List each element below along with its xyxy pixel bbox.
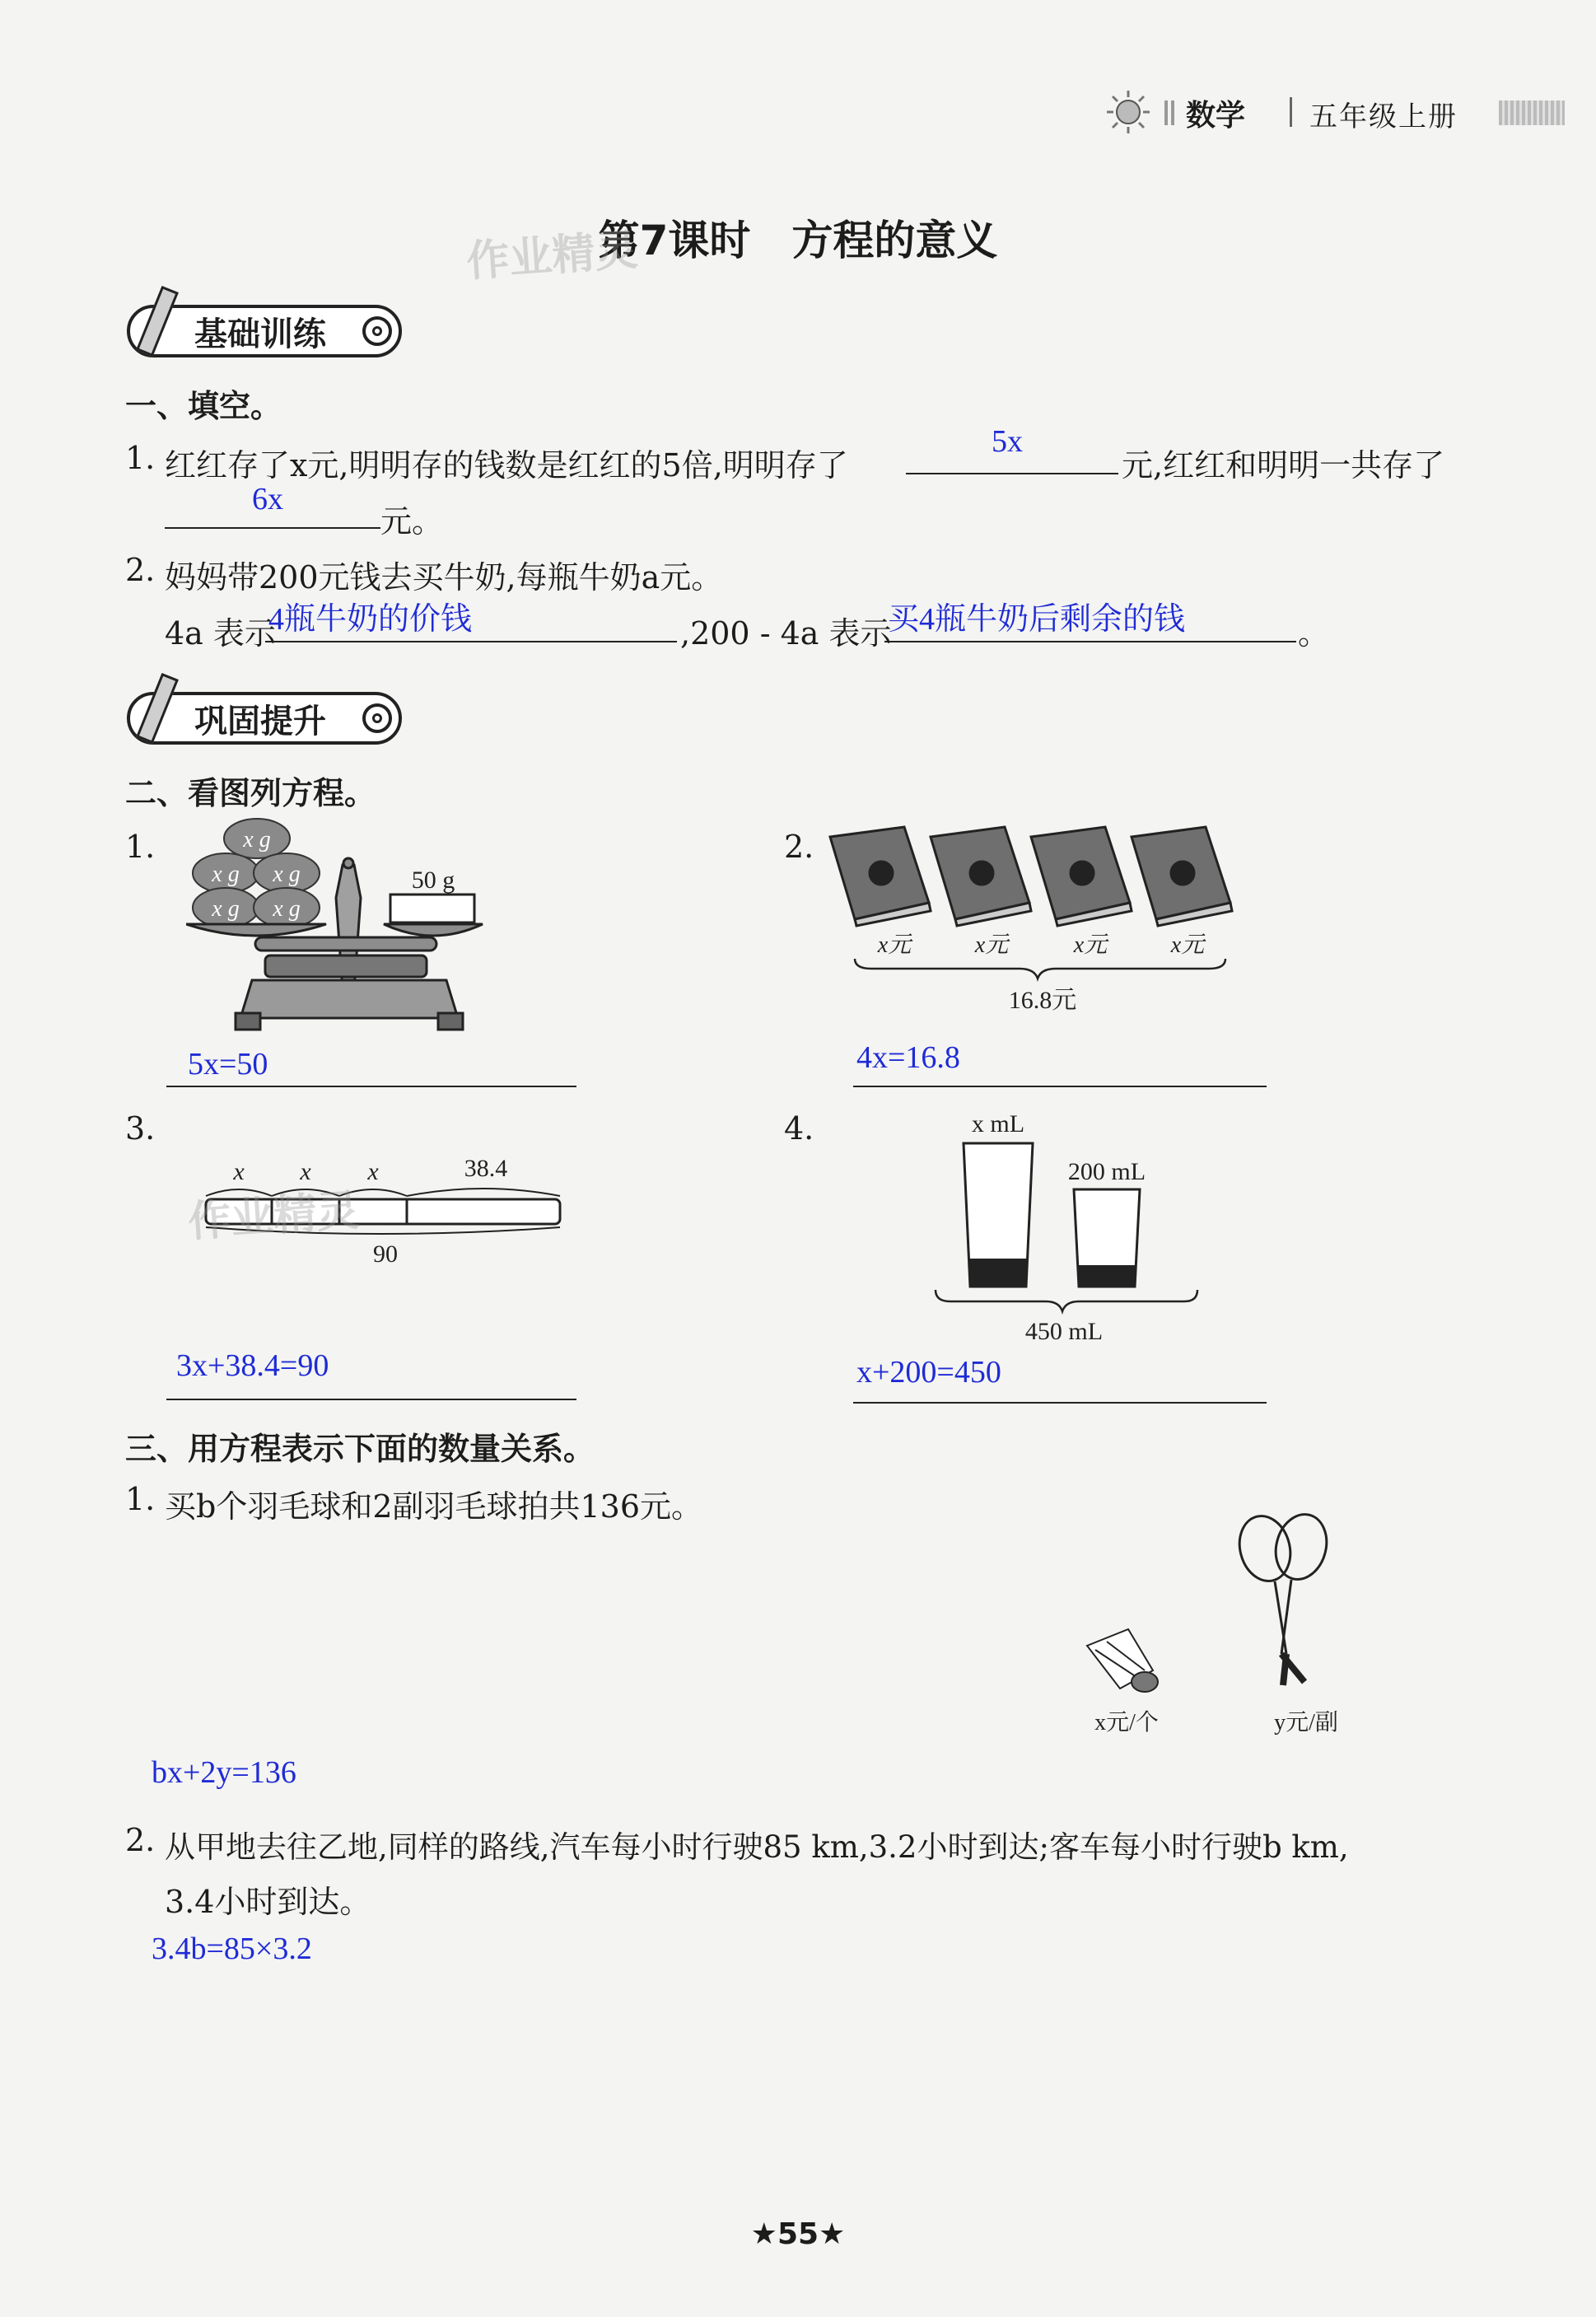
q1-1-text-a: 红红存了x元,明明存的钱数是红红的5倍,明明存了 [165,447,848,483]
q3-1-num: 1. [125,1481,156,1517]
pencil-icon [136,286,179,357]
q1-1-answer-2: 6x [252,482,283,516]
fig2-answer-line [853,1086,1267,1087]
racket-icon [1233,1509,1334,1685]
weight-label: 50 g [411,867,455,894]
book-price: x元 [1170,932,1205,958]
fig3-num: 3. [125,1110,156,1147]
header [1104,86,1565,138]
egg-label: x g [273,862,301,887]
star-icon: ★ [750,2217,777,2251]
page-number: ★55★ [750,2217,846,2251]
fig3-answer: 3x+38.4=90 [176,1348,329,1383]
section-three-heading: 三、用方程表示下面的数量关系。 [125,1431,595,1467]
balance-scale-figure [186,815,499,1038]
star-icon: ★ [819,2217,846,2251]
brace [936,1290,1197,1311]
fig2-num: 2. [784,829,814,865]
seg-label: x [233,1158,245,1185]
q1-2-p3: 。 [1298,615,1330,652]
q3-2-answer: 3.4b=85×3.2 [152,1932,312,1966]
books-total: 16.8元 [1008,987,1077,1014]
header-bars [1164,100,1168,125]
header-grade: 五年级上册 [1309,100,1458,133]
racket-price-label: y元/副 [1274,1710,1338,1735]
badge-consolidate: 巩固提升 [127,692,402,745]
book-icon [931,827,1031,926]
q1-2-text: 妈妈带200元钱去买牛奶,每瓶牛奶a元。 [165,559,723,596]
q1-2-p2: ,200 - 4a 表示 [680,615,892,652]
header-stripe [1499,100,1565,125]
badminton-figure [1071,1506,1367,1745]
fig1-answer-line [166,1086,576,1087]
book-price: x元 [974,932,1009,958]
ring-icon [362,316,392,346]
big-glass-label: x mL [971,1110,1025,1137]
small-glass-label: 200 mL [1067,1158,1146,1185]
egg-label: x g [212,896,240,922]
fig1-answer: 5x=50 [188,1047,268,1081]
q1-1-num: 1. [125,440,156,476]
fig4-num: 4. [784,1110,814,1147]
q3-2-text-a: 从甲地去往乙地,同样的路线,汽车每小时行驶85 km,3.2小时到达;客车每小时行驶b km, [165,1829,1349,1865]
egg-label: x g [212,862,240,887]
fig4-answer: x+200=450 [856,1355,1001,1390]
egg-label: x g [243,827,271,853]
egg-label: x g [273,896,301,922]
q1-2-blank-2 [884,641,1296,642]
total-label: 90 [373,1240,398,1268]
badge-basic-training: 基础训练 [127,305,402,357]
q1-2-answer-2: 买4瓶牛奶后剩余的钱 [888,602,1186,637]
q3-2-num: 2. [125,1822,156,1858]
book-icon [830,827,931,926]
q1-1-text-c: 元。 [380,503,444,540]
q1-1-blank-1 [906,473,1118,474]
q1-2-num: 2. [125,552,156,588]
q3-1-answer: bx+2y=136 [152,1755,296,1790]
book-icon [1031,827,1132,926]
glasses-figure [922,1104,1219,1351]
fig1-num: 1. [125,829,156,865]
seg-label: x [300,1158,311,1185]
q1-2-answer-1: 4瓶牛奶的价钱 [268,602,473,637]
fig4-answer-line [853,1402,1267,1404]
books-figure [822,820,1283,1018]
pencil-icon [136,673,179,744]
fig3-answer-line [166,1399,576,1400]
watermark: 作业精灵 [186,1185,362,1248]
page-title: 第7课时 方程的意义 [598,217,998,264]
brace [855,959,1225,979]
watermark: 作业精灵 [464,225,640,287]
book-price: x元 [1073,932,1108,958]
ring-icon [362,703,392,733]
q3-2-text-b: 3.4小时到达。 [165,1884,371,1920]
q1-1-blank-2 [165,527,380,529]
shuttle-price-label: x元/个 [1094,1710,1159,1735]
q1-2-p1: 4a 表示 [165,615,276,652]
header-divider [1290,97,1292,127]
shuttlecock-icon [1087,1629,1158,1692]
q1-2-blank-1 [265,641,677,642]
fig2-answer: 4x=16.8 [856,1040,960,1075]
seg-label: x [367,1158,379,1185]
sun-icon [1104,87,1153,137]
q1-1-text-b: 元,红红和明明一共存了 [1122,447,1445,483]
book-price: x元 [877,932,912,958]
section-one-heading: 一、填空。 [125,388,282,424]
section-two-heading: 二、看图列方程。 [125,775,376,811]
q3-1-text: 买b个羽毛球和2副羽毛球拍共136元。 [165,1488,703,1525]
rest-label: 38.4 [464,1155,508,1182]
header-subject: 数学 [1186,99,1246,133]
q1-1-answer-1: 5x [992,424,1023,459]
glasses-total: 450 mL [1024,1318,1104,1345]
book-icon [1132,827,1232,926]
